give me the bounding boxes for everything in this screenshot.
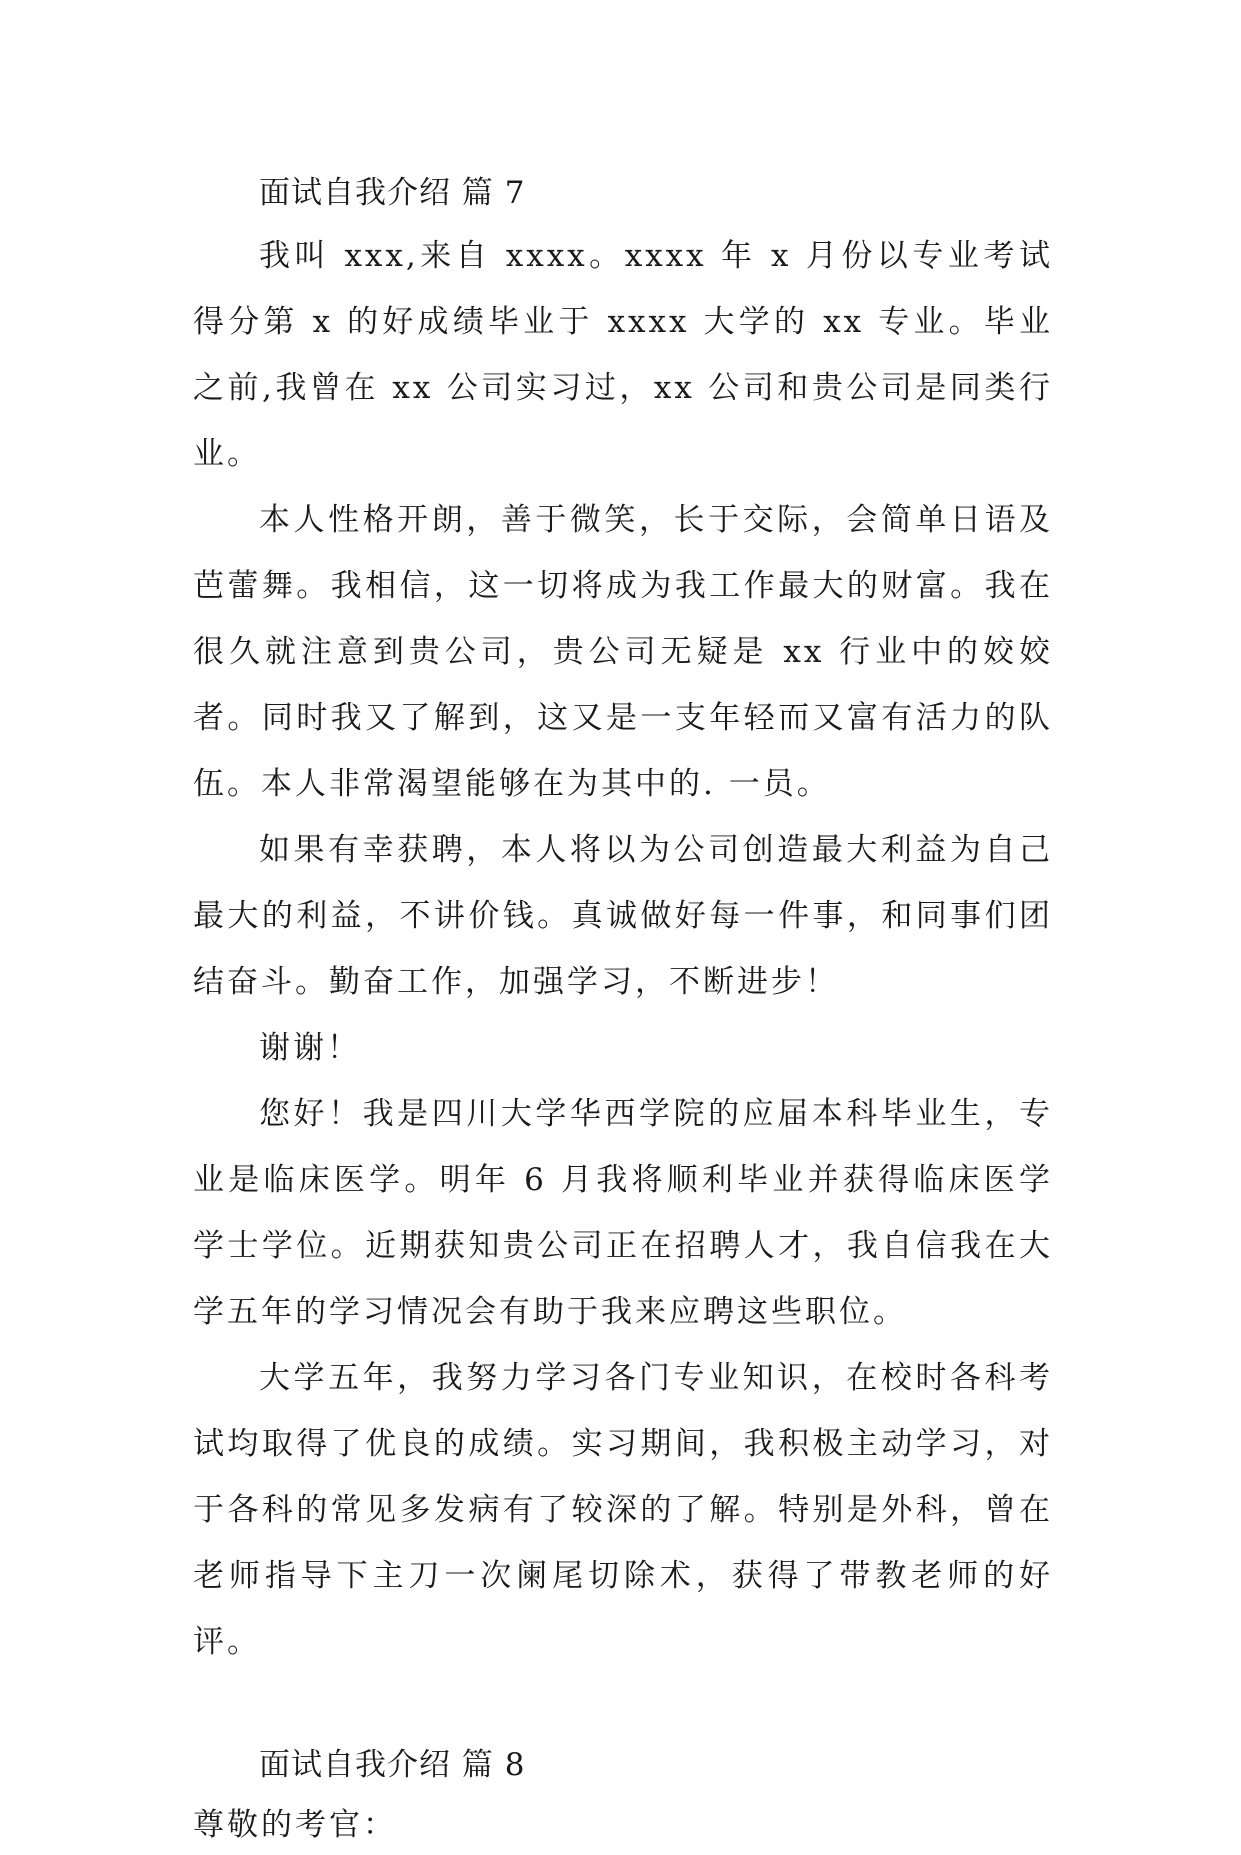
paragraph-studies: 大学五年，我努力学习各门专业知识，在校时各科考试均取得了优良的成绩。实习期间，我积极主动学习，对于各科的常见多发病有了较深的了解。特别是外科，曾在老师指导下主刀一次阑尾切除术，获得了带教老师的好评。 [193, 1360, 1053, 1660]
salutation: 尊敬的考官： [193, 1807, 397, 1843]
paragraph-thanks: 谢谢！ [259, 1030, 361, 1066]
paragraph-personality: 本人性格开朗，善于微笑，长于交际，会简单日语及芭蕾舞。我相信，这一切将成为我工作最大的财富。我在很久就注意到贵公司，贵公司无疑是 xx 行业中的姣姣者。同时我又了解到，这又是一支年轻而又富有活力的队伍。本人非常渴望能够在为其中的. 一员。 [193, 502, 1053, 802]
section-spacer [193, 1675, 1053, 1735]
paragraph-greeting: 您好！我是四川大学华西学院的应届本科毕业生，专业是临床医学。明年 6 月我将顺利毕业并获得临床医学学士学位。近期获知贵公司正在招聘人才，我自信我在大学五年的学习情况会有助于我来应聘这些职位。 [193, 1096, 1053, 1330]
document-body [193, 163, 1053, 1855]
paragraph-intro: 我叫 xxx,来自 xxxx。xxxx 年 x 月份以专业考试得分第 x 的好成绩毕业于 xxxx 大学的 xx 专业。毕业之前,我曾在 xx 公司实习过，xx 公司和贵公司是同类行业。 [193, 238, 1053, 472]
section-7-heading: 面试自我介绍 篇 7 [259, 175, 526, 211]
paragraph-commitment: 如果有幸获聘，本人将以为公司创造最大利益为自己最大的利益，不讲价钱。真诚做好每一件事，和同事们团结奋斗。勤奋工作，加强学习，不断进步！ [193, 832, 1053, 1000]
section-8-heading: 面试自我介绍 篇 8 [259, 1747, 526, 1783]
